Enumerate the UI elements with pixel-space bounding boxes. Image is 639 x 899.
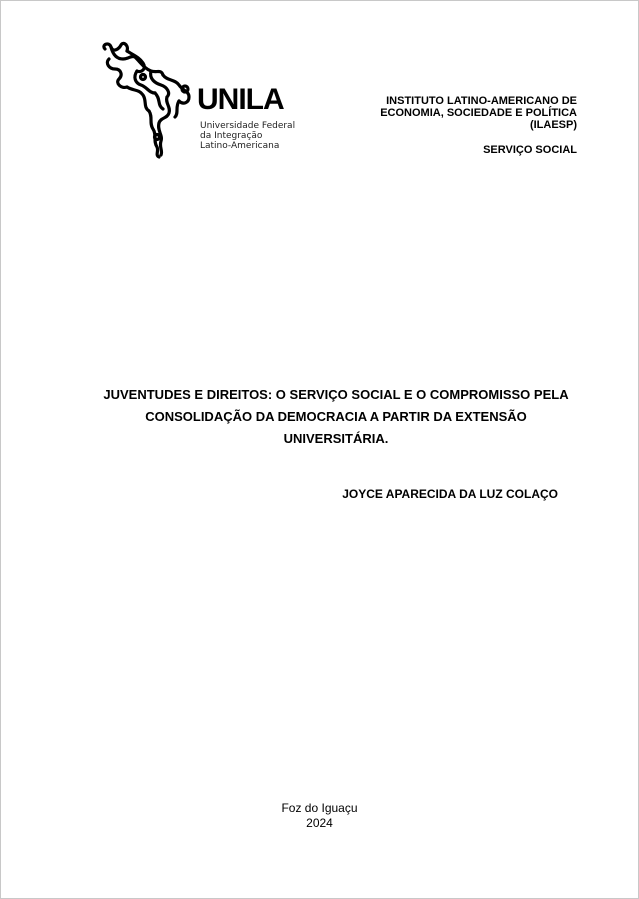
document-title bbox=[96, 384, 576, 450]
logo-subtitle-line: da Integração bbox=[200, 131, 263, 141]
unila-logo-mark-icon bbox=[99, 41, 195, 159]
institute-line: ECONOMIA, SOCIEDADE E POLÍTICA bbox=[380, 107, 577, 119]
course-name: SERVIÇO SOCIAL bbox=[483, 144, 577, 156]
footer-year: 2024 bbox=[306, 816, 333, 830]
logo-subtitle-line: Latino-Americana bbox=[200, 141, 280, 151]
title-line: UNIVERSITÁRIA. bbox=[283, 431, 389, 446]
document-footer bbox=[1, 801, 638, 831]
title-line: JUVENTUDES E DIREITOS: O SERVIÇO SOCIAL E O COMPROMISSO PELA bbox=[103, 387, 569, 402]
author-name: JOYCE APARECIDA DA LUZ COLAÇO bbox=[342, 487, 558, 501]
institute-line: (ILAESP) bbox=[529, 119, 577, 131]
unila-logo-subtitle bbox=[200, 121, 295, 151]
unila-logo bbox=[99, 41, 299, 161]
logo-subtitle-line: Universidade Federal bbox=[200, 121, 296, 131]
footer-city: Foz do Iguaçu bbox=[281, 801, 358, 815]
institute-name bbox=[347, 95, 577, 131]
institute-line: INSTITUTO LATINO-AMERICANO DE bbox=[386, 95, 577, 107]
title-line: CONSOLIDAÇÃO DA DEMOCRACIA A PARTIR DA EXTENSÃO bbox=[145, 409, 527, 424]
unila-wordmark: UNILA bbox=[197, 83, 284, 116]
